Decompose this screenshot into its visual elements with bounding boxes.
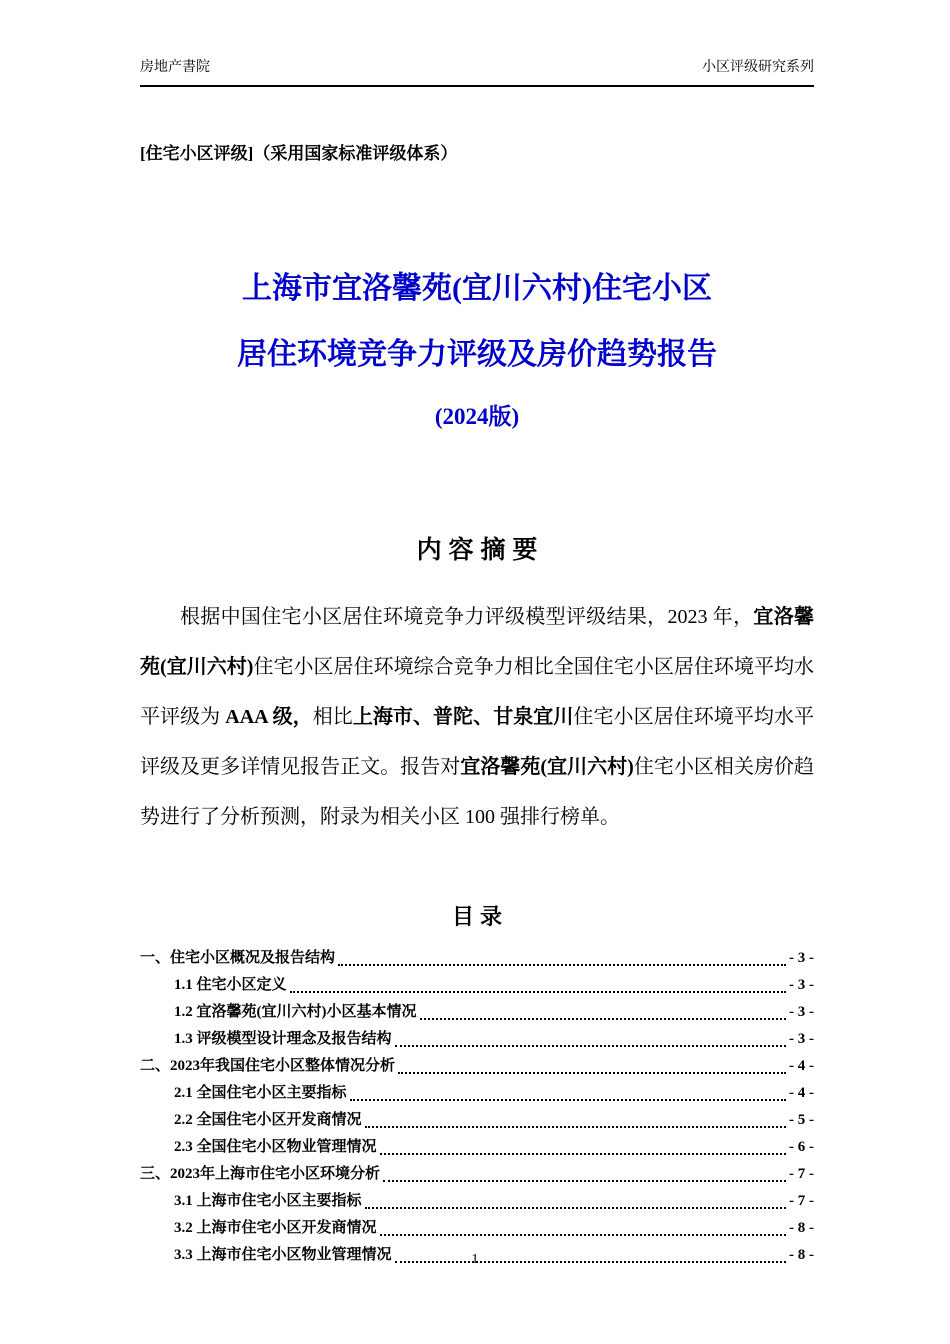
abstract-segment-community-name: 宜洛馨苑(宜川六村)	[460, 756, 634, 778]
toc-item-page: - 3 -	[789, 1031, 814, 1047]
toc-item-label: 3.3 上海市住宅小区物业管理情况	[174, 1247, 392, 1263]
toc-item-2-3[interactable]	[140, 1134, 814, 1161]
toc-dot-leader	[338, 964, 786, 966]
toc-item-page: - 8 -	[789, 1247, 814, 1263]
toc-item-label: 1.1 住宅小区定义	[174, 977, 287, 993]
toc-item-label: 2.1 全国住宅小区主要指标	[174, 1085, 347, 1101]
toc-dot-leader	[380, 1153, 786, 1155]
toc-dot-leader	[365, 1207, 786, 1209]
report-title-block	[140, 256, 814, 446]
abstract-segment-rating: AAA 级，	[225, 706, 313, 728]
toc-item-1[interactable]	[140, 945, 814, 972]
toc-item-page: - 3 -	[789, 950, 814, 966]
toc-dot-leader	[420, 1018, 787, 1020]
toc-item-2[interactable]	[140, 1053, 814, 1080]
toc-item-1-3[interactable]	[140, 1026, 814, 1053]
toc-dot-leader	[398, 1072, 786, 1074]
abstract-heading: 内 容 摘 要	[416, 536, 538, 564]
report-title-line2: 居住环境竞争力评级及房价趋势报告	[237, 338, 717, 371]
abstract-segment-region: 上海市、普陀、甘泉宜川	[352, 706, 574, 728]
toc-item-label: 2.2 全国住宅小区开发商情况	[174, 1112, 362, 1128]
toc-item-label: 二、2023年我国住宅小区整体情况分析	[140, 1058, 396, 1074]
toc-item-1-1[interactable]	[140, 972, 814, 999]
toc-item-page: - 5 -	[789, 1112, 814, 1128]
header-left-text: 房地产書院	[140, 58, 210, 74]
toc-item-label: 1.3 评级模型设计理念及报告结构	[174, 1031, 392, 1047]
toc-item-3[interactable]	[140, 1161, 814, 1188]
toc-item-label: 3.2 上海市住宅小区开发商情况	[174, 1220, 377, 1236]
toc-item-page: - 8 -	[789, 1220, 814, 1236]
toc-item-label: 1.2 宜洛馨苑(宜川六村)小区基本情况	[174, 1004, 417, 1020]
abstract-paragraph	[140, 592, 814, 842]
abstract-segment: 相比	[312, 706, 353, 728]
toc-item-2-2[interactable]	[140, 1107, 814, 1134]
toc-item-page: - 3 -	[789, 1004, 814, 1020]
toc-item-2-1[interactable]	[140, 1080, 814, 1107]
toc-item-page: - 7 -	[789, 1193, 814, 1209]
toc-item-page: - 4 -	[789, 1085, 814, 1101]
toc-dot-leader	[350, 1099, 786, 1101]
toc-item-1-2[interactable]	[140, 999, 814, 1026]
toc-dot-leader	[290, 991, 786, 993]
header-right-text: 小区评级研究系列	[702, 58, 814, 74]
toc-item-3-2[interactable]	[140, 1215, 814, 1242]
toc-item-page: - 7 -	[789, 1166, 814, 1182]
toc-item-label: 一、住宅小区概况及报告结构	[140, 950, 336, 966]
abstract-segment: 住宅小区相关房价趋势进行了分析预测，附录为相关小区 100 强排行榜单。	[140, 756, 815, 828]
toc-dot-leader	[395, 1045, 786, 1047]
report-title-line1: 上海市宜洛馨苑(宜川六村)住宅小区	[242, 272, 712, 305]
toc-item-label: 三、2023年上海市住宅小区环境分析	[140, 1166, 381, 1182]
toc-dot-leader	[383, 1180, 786, 1182]
abstract-segment: 住宅小区居住环境平均水平评级及更多详情见报告正文。报告对	[140, 706, 815, 778]
table-of-contents	[140, 945, 814, 1269]
abstract-segment-community-name: 宜洛馨苑(宜川六村)	[140, 606, 815, 678]
abstract-segment: 根据中国住宅小区居住环境竞争力评级模型评级结果，2023 年，	[180, 606, 754, 628]
toc-item-label: 3.1 上海市住宅小区主要指标	[174, 1193, 362, 1209]
toc-heading: 目 录	[451, 904, 503, 929]
toc-item-page: - 6 -	[789, 1139, 814, 1155]
report-title-edition: (2024版)	[434, 404, 520, 429]
toc-item-page: - 3 -	[789, 977, 814, 993]
abstract-segment: 住宅小区居住环境综合竞争力相比全国住宅小区居住环境平均水平评级为	[140, 656, 815, 728]
toc-item-page: - 4 -	[789, 1058, 814, 1074]
page-number: 1	[471, 1252, 479, 1267]
toc-item-label: 2.3 全国住宅小区物业管理情况	[174, 1139, 377, 1155]
classification-line: [住宅小区评级]（采用国家标准评级体系）	[140, 144, 458, 163]
toc-dot-leader	[365, 1126, 786, 1128]
toc-dot-leader	[380, 1234, 786, 1236]
page-header	[140, 56, 814, 87]
toc-item-3-1[interactable]	[140, 1188, 814, 1215]
